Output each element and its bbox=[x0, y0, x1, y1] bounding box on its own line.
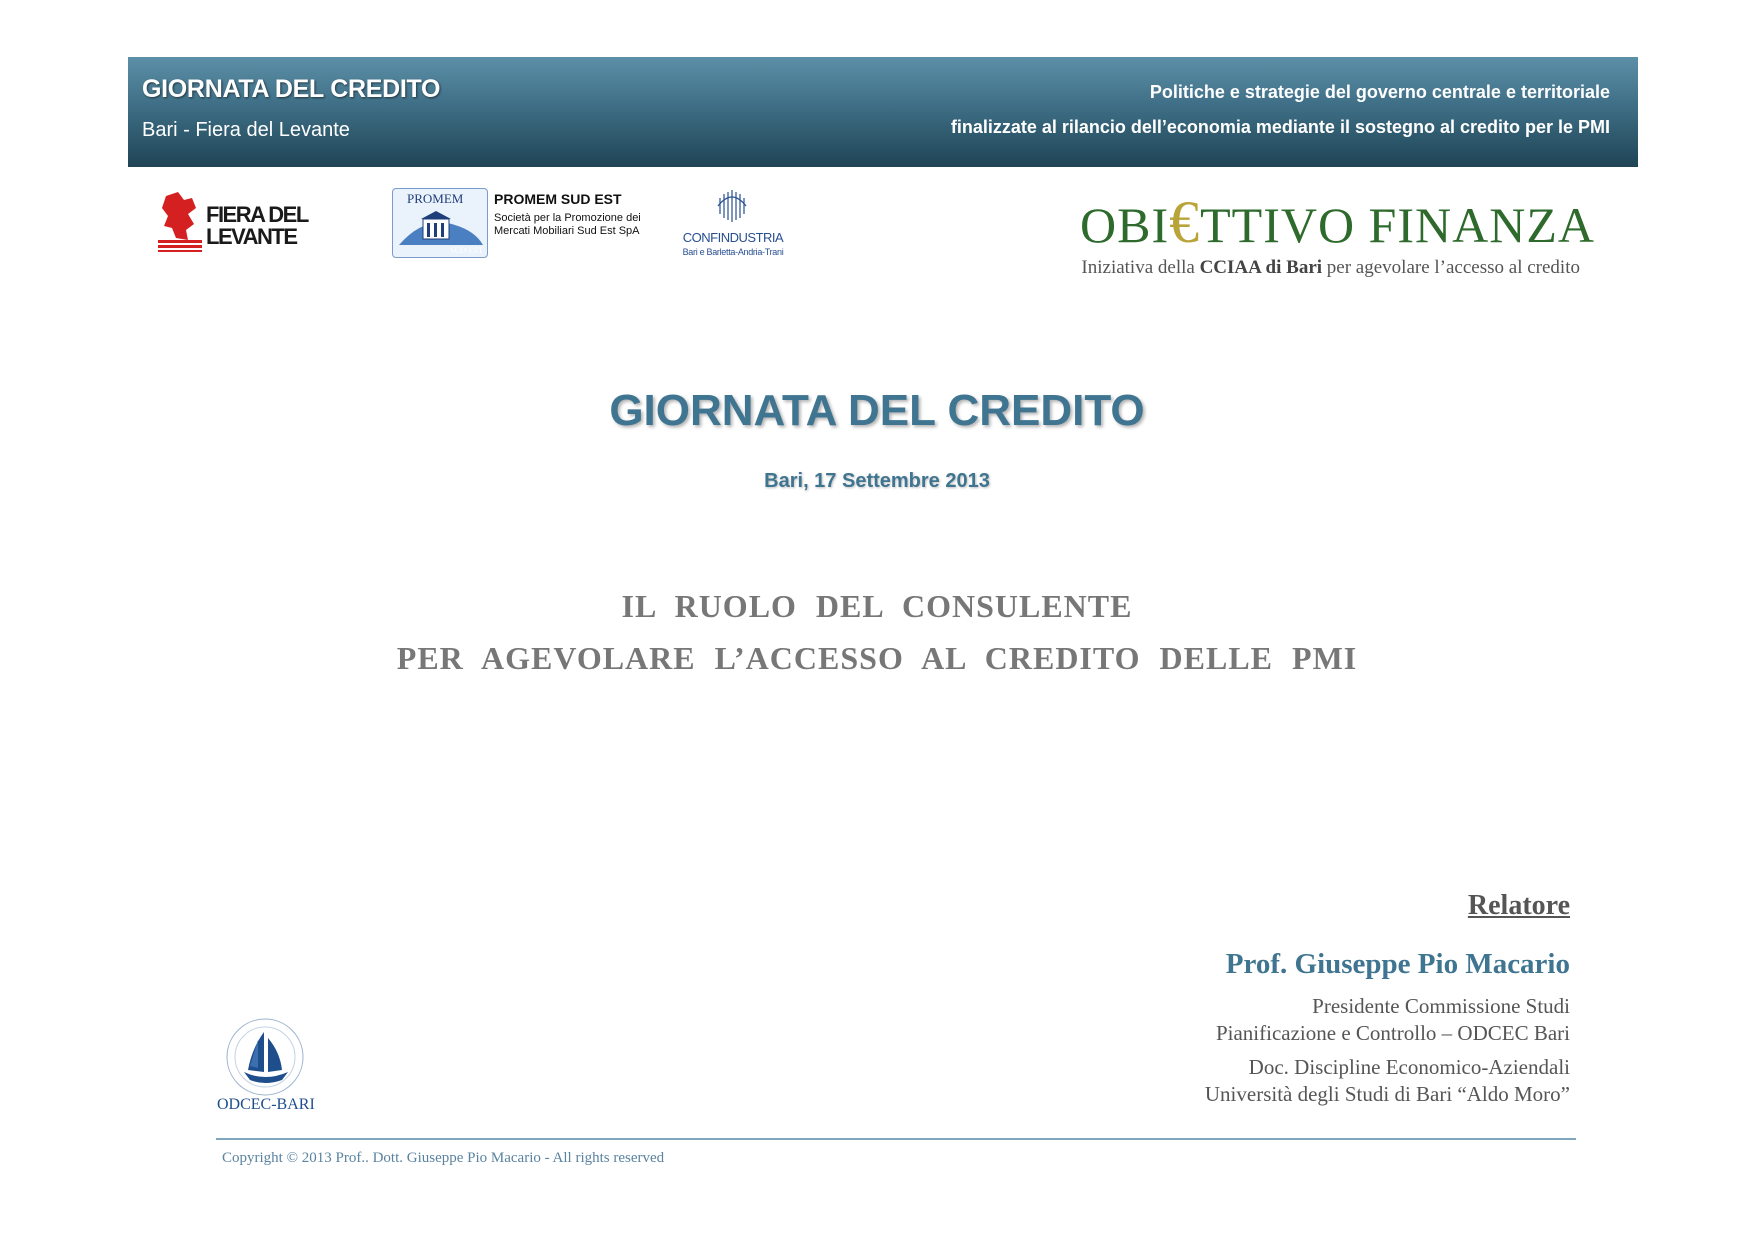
promem-badge-text: PROMEM bbox=[407, 191, 464, 206]
header-title: GIORNATA DEL CREDITO bbox=[142, 75, 441, 103]
promem-description: Società per la Promozione dei Mercati Mobiliari Sud Est SpA bbox=[494, 212, 641, 237]
speaker-role-2: Pianificazione e Controllo – ODCEC Bari bbox=[1215, 1021, 1570, 1045]
iniziativa-pre: Iniziativa della bbox=[1081, 257, 1200, 278]
promem-title: PROMEM SUD EST bbox=[494, 191, 622, 207]
header-subtitle: Bari - Fiera del Levante bbox=[142, 119, 350, 141]
odcec-logo bbox=[222, 1014, 312, 1104]
main-title: GIORNATA DEL CREDITO bbox=[609, 386, 1145, 435]
topic-line-1: IL RUOLO DEL CONSULENTE bbox=[621, 588, 1133, 624]
odcec-ship-icon bbox=[222, 1014, 308, 1100]
obiettivo-pre: OBI bbox=[1080, 197, 1170, 253]
iniziativa-caption bbox=[1081, 257, 1580, 279]
confindustria-eagle-icon bbox=[712, 186, 752, 226]
speaker-label: Relatore bbox=[1467, 890, 1570, 921]
iniziativa-post: per agevolare l’accesso al credito bbox=[1322, 257, 1580, 278]
euro-icon: € bbox=[1169, 189, 1201, 255]
obiettivo-post: TTIVO FINANZA bbox=[1200, 197, 1595, 253]
confindustria-logo bbox=[668, 186, 803, 262]
copyright-text: Copyright © 2013 Prof.. Dott. Giuseppe Pio Macario - All rights reserved bbox=[222, 1150, 665, 1166]
header-band bbox=[128, 57, 1638, 167]
speaker-name: Prof. Giuseppe Pio Macario bbox=[1225, 948, 1570, 980]
header-tagline-2: finalizzate al rilancio dell’economia mediante il sostegno al credito per le PMI bbox=[950, 117, 1610, 137]
fiera-logo-text: FIERA DEL LEVANTE bbox=[206, 202, 308, 249]
promem-logo bbox=[392, 188, 642, 260]
obiettivo-finanza-logo bbox=[1080, 188, 1595, 255]
promem-badge bbox=[392, 188, 488, 258]
speaker-role-4: Università degli Studi di Bari “Aldo Moro” bbox=[1204, 1082, 1570, 1106]
iniziativa-bold: CCIAA di Bari bbox=[1199, 257, 1323, 278]
fiera-emblem-icon bbox=[158, 190, 206, 252]
fiera-del-levante-logo bbox=[158, 190, 358, 254]
footer-divider bbox=[216, 1138, 1576, 1140]
promem-badge-sub: SUD-EST bbox=[450, 246, 483, 255]
confindustria-subtitle: Bari e Barletta-Andria-Trani bbox=[682, 247, 784, 257]
topic-line-2: PER AGEVOLARE L’ACCESSO AL CREDITO DELLE PMI bbox=[396, 640, 1358, 676]
speaker-role-3: Doc. Discipline Economico-Aziendali bbox=[1248, 1055, 1570, 1079]
speaker-role-1: Presidente Commissione Studi bbox=[1312, 994, 1570, 1018]
header-tagline-1: Politiche e strategie del governo centrale e territoriale bbox=[1149, 82, 1610, 102]
obiettivo-finanza-text bbox=[1080, 188, 1595, 257]
confindustria-name: CONFINDUSTRIA bbox=[682, 230, 784, 245]
event-date: Bari, 17 Settembre 2013 bbox=[764, 470, 990, 492]
odcec-label: ODCEC-BARI bbox=[217, 1096, 315, 1113]
